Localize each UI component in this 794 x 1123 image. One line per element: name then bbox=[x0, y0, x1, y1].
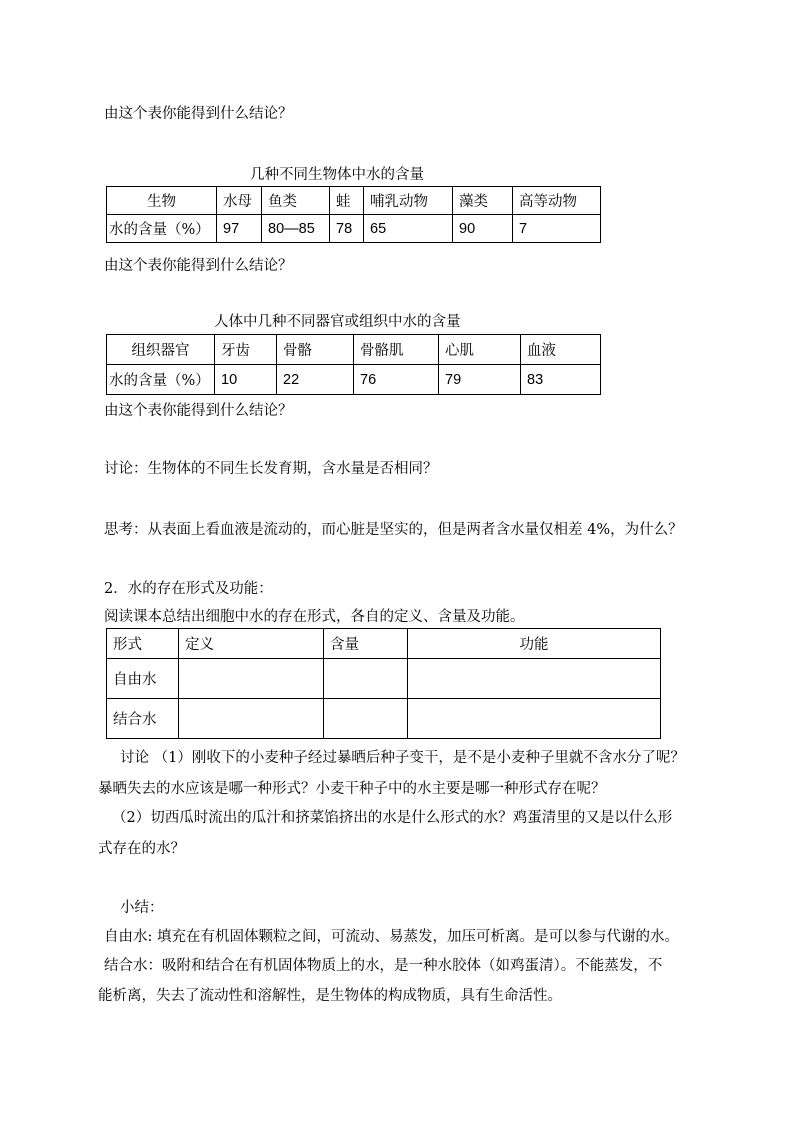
summary-free-water: 自由水: 填充在有机固体颗粒之间，可流动、易蒸发，加压可析离。是可以参与代谢的水。 bbox=[104, 929, 679, 945]
table3 bbox=[106, 628, 661, 739]
table3-cell-content bbox=[324, 659, 408, 699]
table3-row-free-water bbox=[107, 659, 661, 699]
thinking-question: 思考：从表面上看血液是流动的，而心脏是坚实的，但是两者含水量仅相差 4%，为什么？ bbox=[104, 522, 683, 538]
table3-header-cell: 定义 bbox=[179, 629, 324, 659]
table1-data-cell: 80—85 bbox=[262, 215, 330, 243]
table1-caption: 几种不同生物体中水的含量 bbox=[250, 167, 424, 183]
discussion-2-line-2: 暴晒失去的水应该是哪一种形式？小麦干种子中的水主要是哪一种形式存在呢？ bbox=[98, 781, 606, 797]
table1-header-cell: 哺乳动物 bbox=[364, 187, 453, 215]
table2-data-cell: 22 bbox=[277, 365, 354, 395]
table2-header-cell: 血液 bbox=[521, 335, 601, 365]
discussion-2-line-4: 式存在的水？ bbox=[98, 841, 185, 857]
table2-data-row bbox=[107, 365, 601, 395]
table1-data-cell: 65 bbox=[364, 215, 453, 243]
discussion-2-line-3: （2）切西瓜时流出的瓜汁和挤菜馅挤出的水是什么形式的水？鸡蛋清里的又是以什么形 bbox=[112, 810, 673, 826]
table2-data-cell: 水的含量（%） bbox=[107, 365, 215, 395]
table3-header-cell: 含量 bbox=[324, 629, 408, 659]
table2-header-cell: 组织器官 bbox=[107, 335, 215, 365]
table2-caption: 人体中几种不同器官或组织中水的含量 bbox=[214, 314, 461, 330]
table3-cell-definition bbox=[179, 699, 324, 739]
table1-header-cell: 鱼类 bbox=[262, 187, 330, 215]
table2-data-cell: 10 bbox=[215, 365, 277, 395]
table1-header-cell: 水母 bbox=[217, 187, 262, 215]
table3-cell-function bbox=[408, 699, 661, 739]
table1-data-cell: 78 bbox=[330, 215, 364, 243]
table2-header-row bbox=[107, 335, 601, 365]
table1-header-row bbox=[107, 187, 601, 215]
table3-header-cell: 功能 bbox=[408, 629, 661, 659]
table3-header-row bbox=[107, 629, 661, 659]
table2-data-cell: 76 bbox=[354, 365, 439, 395]
table1-data-cell: 7 bbox=[513, 215, 601, 243]
discussion-2-line-1: 讨论 （1）刚收下的小麦种子经过暴晒后种子变干，是不是小麦种子里就不含水分了呢？ bbox=[120, 750, 685, 766]
table1-data-cell: 90 bbox=[453, 215, 513, 243]
table2-data-cell: 79 bbox=[439, 365, 521, 395]
summary-bound-water-line-2: 能析离，失去了流动性和溶解性，是生物体的构成物质，具有生命活性。 bbox=[98, 988, 562, 1004]
question-1: 由这个表你能得到什么结论？ bbox=[104, 106, 293, 122]
section-2-instruction: 阅读课本总结出细胞中水的存在形式，各自的定义、含量及功能。 bbox=[104, 609, 525, 625]
table1-header-cell: 蛙 bbox=[330, 187, 364, 215]
table3-cell-content bbox=[324, 699, 408, 739]
table2-header-cell: 心肌 bbox=[439, 335, 521, 365]
table3-cell-definition bbox=[179, 659, 324, 699]
summary-bound-water-line-1: 结合水：吸附和结合在有机固体物质上的水，是一种水胶体（如鸡蛋清）。不能蒸发，不 bbox=[104, 958, 663, 974]
table2-header-cell: 骨骼肌 bbox=[354, 335, 439, 365]
table3-row-bound-water bbox=[107, 699, 661, 739]
table2-data-cell: 83 bbox=[521, 365, 601, 395]
table1-header-cell: 生物 bbox=[107, 187, 217, 215]
table1-data-row bbox=[107, 215, 601, 243]
table1-header-cell: 藻类 bbox=[453, 187, 513, 215]
section-2-heading: 2．水的存在形式及功能： bbox=[104, 581, 273, 597]
table2-header-cell: 骨骼 bbox=[277, 335, 354, 365]
table1-header-cell: 高等动物 bbox=[513, 187, 601, 215]
discussion-1: 讨论：生物体的不同生长发育期，含水量是否相同？ bbox=[104, 461, 438, 477]
table1-data-cell: 97 bbox=[217, 215, 262, 243]
table2 bbox=[106, 334, 601, 395]
table3-cell-function bbox=[408, 659, 661, 699]
table3-row-label: 自由水 bbox=[107, 659, 179, 699]
table1 bbox=[106, 186, 601, 243]
table2-header-cell: 牙齿 bbox=[215, 335, 277, 365]
question-2: 由这个表你能得到什么结论？ bbox=[104, 258, 293, 274]
table3-row-label: 结合水 bbox=[107, 699, 179, 739]
table1-data-cell: 水的含量（%） bbox=[107, 215, 217, 243]
summary-title: 小结： bbox=[120, 900, 164, 916]
table3-header-cell: 形式 bbox=[107, 629, 179, 659]
question-3: 由这个表你能得到什么结论？ bbox=[104, 403, 293, 419]
